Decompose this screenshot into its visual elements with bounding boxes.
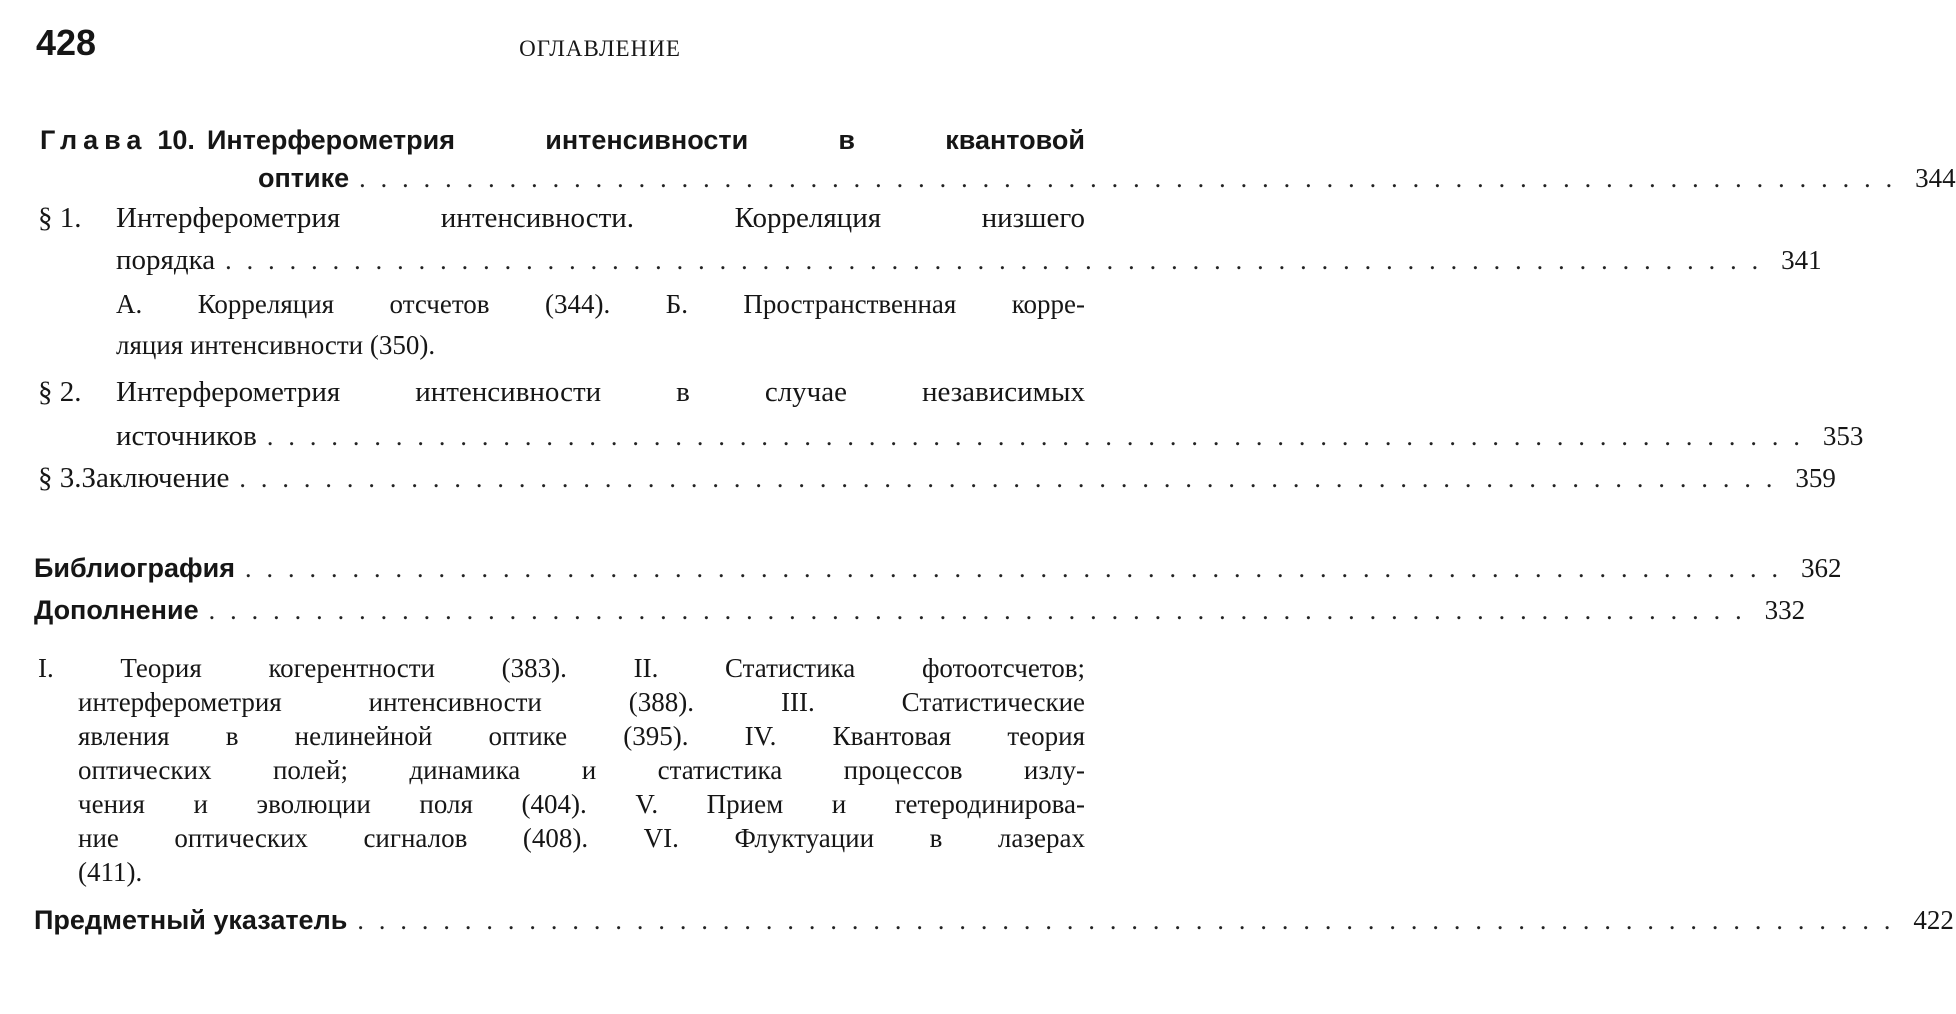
page-ref: 362 xyxy=(1800,553,1842,583)
dot-leader: ........................................................................ xyxy=(208,596,1757,625)
subject-index-entry[interactable] xyxy=(34,902,1954,938)
running-head: ОГЛАВЛЕНИЕ xyxy=(519,36,681,61)
appendix-contents-text: (411). xyxy=(78,857,143,887)
appendix-contents-line xyxy=(38,650,1085,686)
page-number: 428 xyxy=(36,22,97,63)
dot-leader: ........................................................................ xyxy=(357,906,1906,935)
appendix-contents-line xyxy=(78,684,1085,720)
dot-leader: ........................................................................ xyxy=(239,464,1788,493)
chapter-label: Глава xyxy=(40,125,148,155)
section-number: § 1. xyxy=(38,202,82,234)
section-title-cont: порядка xyxy=(116,244,216,276)
appendix-contents-text: I. Теория когерентности (383). II. Статистика фотоотсчетов; xyxy=(38,653,1085,683)
chapter-10-entry[interactable] xyxy=(258,160,1956,196)
section-title: Интерферометрия интенсивности. Корреляция низшего xyxy=(116,202,1085,234)
appendix-contents-line xyxy=(78,752,1085,788)
subtopics-text: ляция интенсивности (350). xyxy=(116,330,436,360)
dot-leader: ........................................................................ xyxy=(244,554,1793,583)
appendix-contents-line xyxy=(78,854,1085,890)
appendix-entry[interactable] xyxy=(34,592,1806,628)
page-ref: 332 xyxy=(1764,595,1806,625)
bibliography-entry[interactable] xyxy=(34,550,1842,586)
bibliography-title: Библиография xyxy=(34,553,235,583)
appendix-contents-line xyxy=(78,718,1085,754)
dot-leader: ........................................................................ xyxy=(359,164,1908,193)
section-1-subtopics-line2 xyxy=(116,327,1085,363)
page-ref: 359 xyxy=(1795,463,1836,493)
subject-index-title: Предметный указатель xyxy=(34,905,348,935)
appendix-contents-text: интерферометрия интенсивности (388). III. Статистические xyxy=(78,687,1085,717)
section-1-subtopics-line1 xyxy=(116,286,1085,322)
section-2-line1[interactable] xyxy=(38,374,1085,410)
subtopics-text: А. Корреляция отсчетов (344). Б. Пространственная корре- xyxy=(116,289,1085,319)
chapter-title-cont: оптике xyxy=(258,163,350,193)
section-2-entry[interactable] xyxy=(116,418,1864,454)
page-ref: 353 xyxy=(1822,421,1864,451)
chapter-title-text: Интерферометрия интенсивности в квантовой xyxy=(206,125,1085,155)
page-ref: 344 xyxy=(1915,163,1956,193)
chapter-number: 10. xyxy=(157,125,195,155)
section-number: § 2. xyxy=(38,376,82,408)
section-title-cont: источников xyxy=(116,420,257,452)
section-title: Интерферометрия интенсивности в случае независимых xyxy=(116,376,1085,408)
appendix-contents-text: явления в нелинейной оптике (395). IV. Квантовая теория xyxy=(78,721,1085,751)
appendix-contents-line xyxy=(78,786,1085,822)
chapter-10-title-line1[interactable] xyxy=(40,122,1085,158)
page-ref: 341 xyxy=(1781,245,1822,275)
section-1-entry[interactable] xyxy=(116,242,1822,278)
appendix-contents-text: оптических полей; динамика и статистика процессов излу- xyxy=(78,755,1085,785)
appendix-contents-text: чения и эволюции поля (404). V. Прием и гетеродинирова- xyxy=(78,789,1085,819)
section-number: § 3. xyxy=(38,462,82,494)
section-title: Заключение xyxy=(81,462,230,494)
page-ref: 422 xyxy=(1913,905,1954,935)
section-1-line1[interactable] xyxy=(38,200,1085,236)
dot-leader: ........................................................................ xyxy=(266,422,1815,451)
section-3-entry[interactable] xyxy=(38,460,1836,496)
appendix-contents-line xyxy=(78,820,1085,856)
dot-leader: ........................................................................ xyxy=(225,246,1774,275)
appendix-title: Дополнение xyxy=(34,595,199,625)
appendix-contents-text: ние оптических сигналов (408). VI. Флуктуации в лазерах xyxy=(78,823,1085,853)
